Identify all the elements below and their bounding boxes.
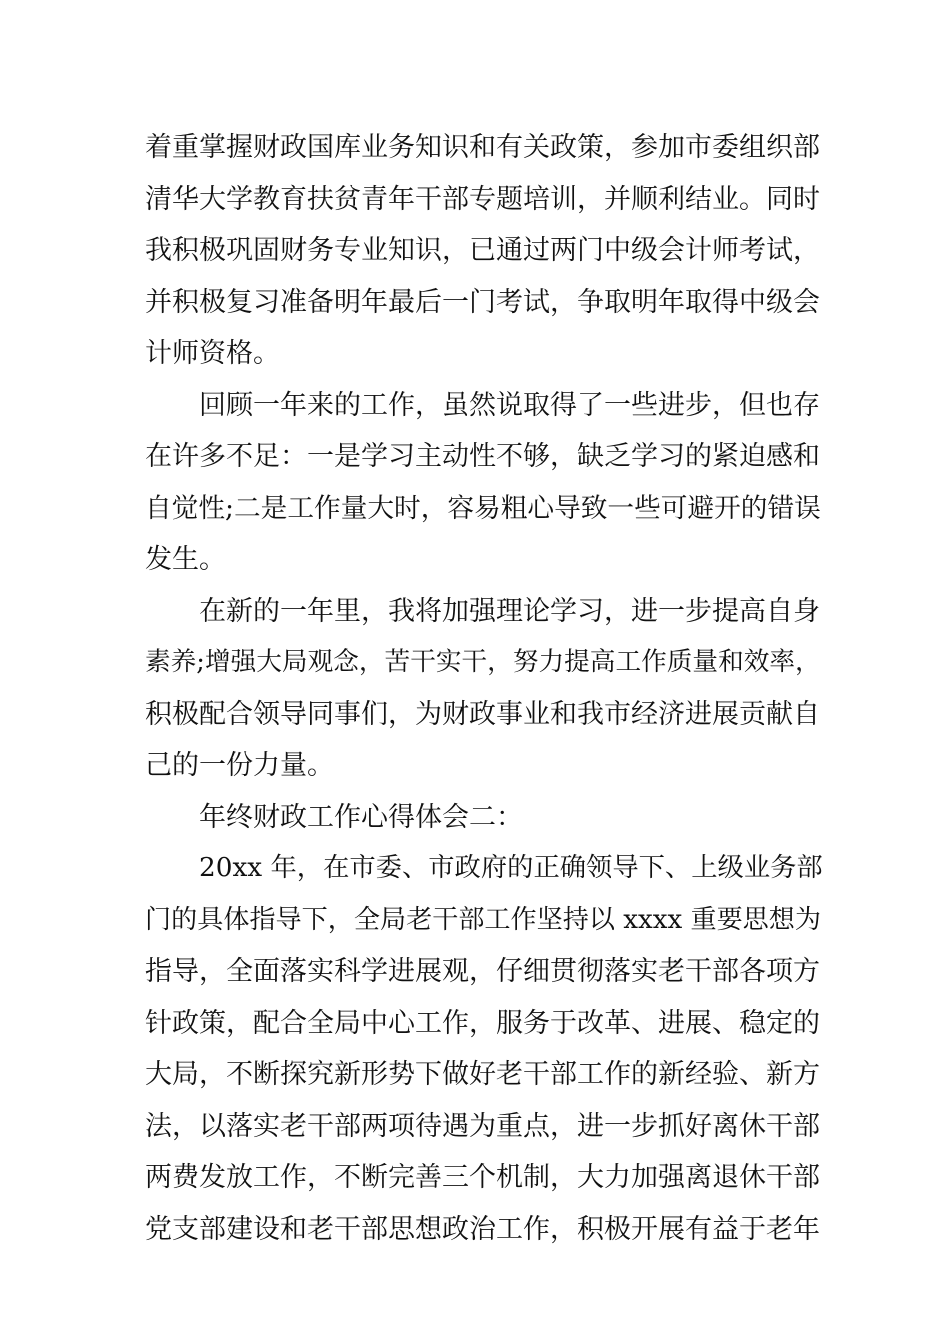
text-line: 我积极巩固财务专业知识，已通过两门中级会计师考试， [145,235,820,266]
text-line: 计师资格。 [145,338,280,369]
paragraph-first-line: 回顾一年来的工作，虽然说取得了一些进步，但也存 [199,389,820,421]
text-line: 针政策，配合全局中心工作，服务于改革、进展、稳定的 [145,1007,820,1039]
text-line: 积极配合领导同事们，为财政事业和我市经济进展贡献自 [145,698,820,730]
text-line: 大局，不断探究新形势下做好老干部工作的新经验、新方 [145,1059,820,1090]
text-line: 己的一份力量。 [145,750,334,781]
text-line: 自觉性;二是工作量大时，容易粗心导致一些可避开的错误 [145,492,821,524]
text-line: 门的具体指导下，全局老干部工作坚持以 xxxx 重要思想为 [145,904,822,935]
text-line: 着重掌握财政国库业务知识和有关政策，参加市委组织部 [145,132,820,163]
text-line: 并积极复习准备明年最后一门考试，争取明年取得中级会 [145,286,820,318]
paragraph-first-line: 20xx 年，在市委、市政府的正确领导下、上级业务部 [199,853,823,883]
text-line: 清华大学教育扶贫青年干部专题培训，并顺利结业。同时 [145,183,820,215]
text-line: 党支部建设和老干部思想政治工作，积极开展有益于老年 [145,1213,820,1245]
text-line: 法，以落实老干部两项待遇为重点，进一步抓好离休干部 [145,1110,820,1142]
text-line: 在许多不足：一是学习主动性不够，缺乏学习的紧迫感和 [145,441,820,472]
paragraph-first-line: 在新的一年里，我将加强理论学习，进一步提高自身 [199,595,820,627]
document-body [145,122,823,1255]
section-heading: 年终财政工作心得体会二： [199,801,523,833]
text-line: 指导，全面落实科学进展观，仔细贯彻落实老干部各项方 [145,956,820,987]
text-line: 发生。 [145,544,226,575]
text-line: 两费发放工作，不断完善三个机制，大力加强离退休干部 [145,1162,820,1193]
text-line: 素养;增强大局观念，苦干实干，努力提高工作质量和效率， [145,647,821,677]
